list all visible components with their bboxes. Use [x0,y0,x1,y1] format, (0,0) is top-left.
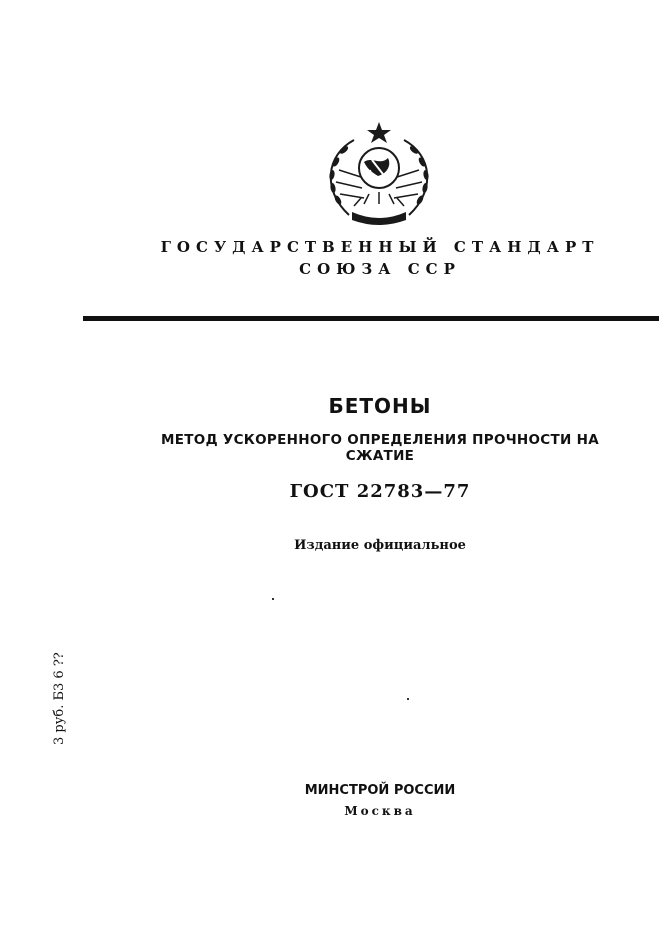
speck-mark [272,598,274,600]
header-ussr: СОЮЗА ССР [299,260,461,278]
document-title: БЕТОНЫ [328,394,432,418]
edition-label: Издание официальное [294,538,466,553]
gost-number: ГОСТ 22783—77 [289,481,471,502]
publisher-city: Москва [344,804,416,818]
speck-mark [407,698,409,700]
price-note: 3 руб. Б3 6 ?? [52,652,67,745]
header-state-standard: ГОСУДАРСТВЕННЫЙ СТАНДАРТ [160,238,600,256]
document-subtitle: МЕТОД УСКОРЕННОГО ОПРЕДЕЛЕНИЯ ПРОЧНОСТИ НА СЖАТИЕ [161,432,599,464]
ussr-coat-of-arms-icon [314,120,444,230]
horizontal-rule [83,316,659,321]
publisher-name: МИНСТРОЙ РОССИИ [304,783,456,798]
